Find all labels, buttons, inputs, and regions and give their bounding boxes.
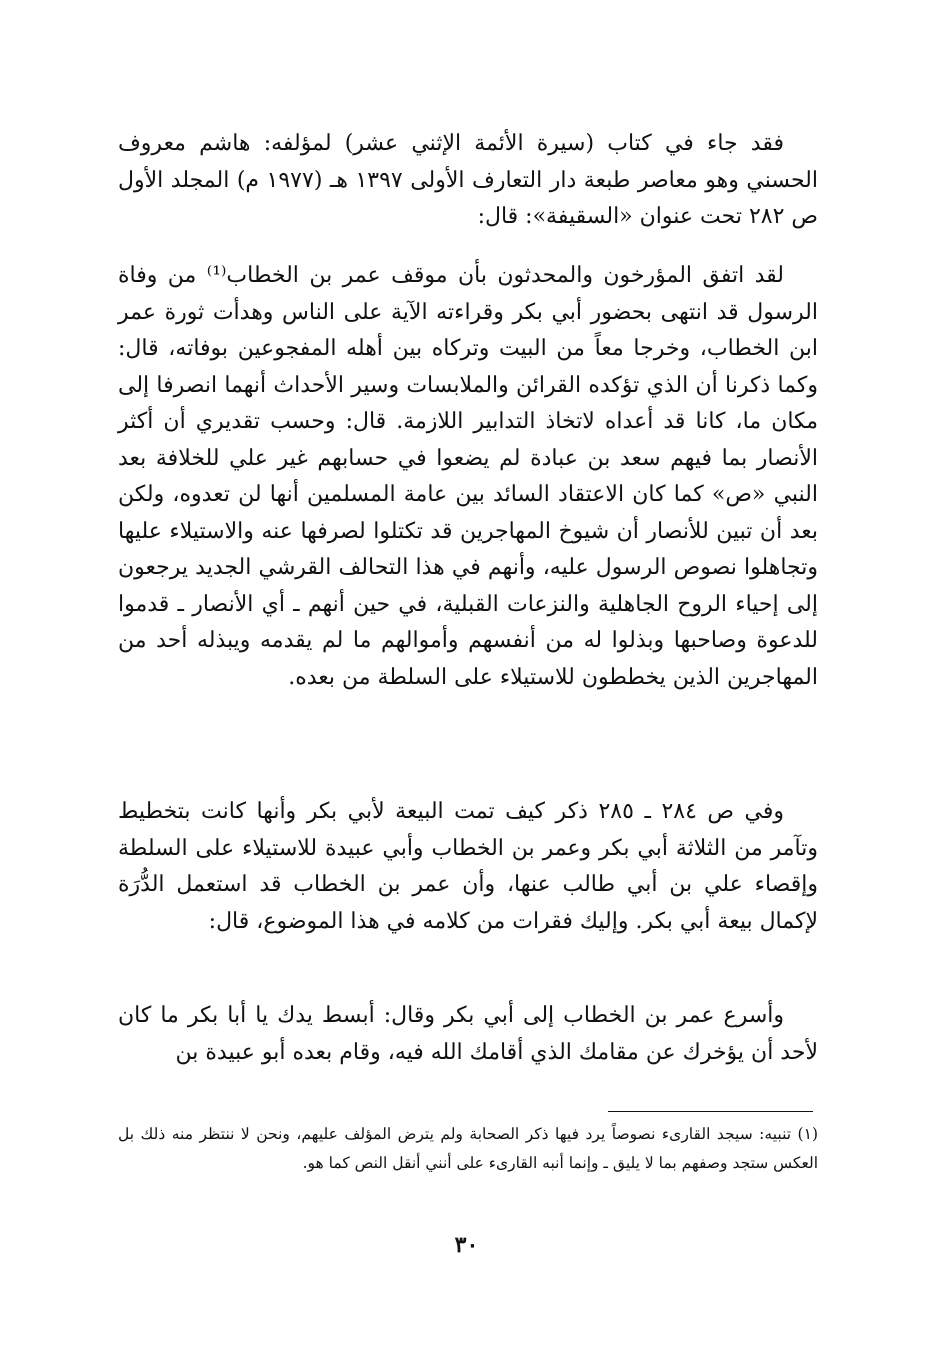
footnote-divider xyxy=(608,1111,813,1112)
paragraph-text: وفي ص ٢٨٤ ـ ٢٨٥ ذكر كيف تمت البيعة لأبي بكر وأنها كانت بتخطيط وتآمر من الثلاثة أبي بكر وعمر بن الخطاب وأبي عبيدة للاستيلاء على السلطة وإقصاء علي بن أبي طالب عنها، وأن عمر بن الخطاب قد استعمل الدُّرَة لإكمال بيعة أبي بكر. وإليك فقرات من كلامه في هذا الموضوع، قال: xyxy=(118,799,818,934)
page-number: ٣٠ xyxy=(454,1232,479,1258)
paragraph-continuation xyxy=(118,998,818,1071)
paragraph-intro xyxy=(118,126,818,236)
footnote: (١) تنبيه: سيجد القارىء نصوصاً يرد فيها ذكر الصحابة ولم يترض المؤلف عليهم، ونحن لا ننتظر منه ذلك بل العكس ستجد وصفهم بما لا يليق ـ وإنما أنبه القارىء على أنني أنقل النص كما هو. xyxy=(118,1125,818,1172)
paragraph-text: وأسرع عمر بن الخطاب إلى أبي بكر وقال: أبسط يدك يا أبا بكر ما كان لأحد أن يؤخرك عن مقامك الذي أقامك الله فيه، وقام بعده أبو عبيدة بن xyxy=(118,1003,818,1065)
paragraph-quote xyxy=(118,258,818,696)
paragraph-bay-ah xyxy=(118,794,818,940)
paragraph-text: فقد جاء في كتاب (سيرة الأئمة الإثني عشر) لمؤلفه: هاشم معروف الحسني وهو معاصر طبعة دار التعارف الأولى ١٣٩٧ هـ (١٩٧٧ م) المجلد الأول ص ٢٨٢ تحت عنوان «السقيفة»: قال: xyxy=(118,131,818,229)
paragraph-text: لقد اتفق المؤرخون والمحدثون بأن موقف عمر بن الخطاب⁽¹⁾ من وفاة الرسول قد انتهى بحضور أبي بكر وقراءته الآية على الناس وهدأت ثورة عمر ابن الخطاب، وخرجا معاً من البيت وتركاه بين أهله المفجوعين بوفاته، قال: وكما ذكرنا أن الذي تؤكده القرائن والملابسات وسير الأحداث أنهما انصرفا إلى مكان ما، كانا قد أعداه لاتخاذ التدابير اللازمة. قال: وحسب تقديري أن أكثر الأنصار بما فيهم سعد بن عبادة لم يضعوا في حسابهم غير علي للخلافة بعد النبي «ص» كما كان الاعتقاد السائد بين عامة المسلمين أنها لن تعدوه، ولكن بعد أن تبين للأنصار أن شيوخ المهاجرين قد تكتلوا لصرفها عنه والاستيلاء عليها وتجاهلوا نصوص الرسول عليه، وأنهم في هذا التحالف القرشي الجديد يرجعون إلى إحياء الروح الجاهلية والنزعات القبلية، في حين أنهم ـ أي الأنصار ـ قدموا للدعوة وصاحبها وبذلوا له من أنفسهم وأموالهم ما لم يقدمه ويبذله أحد من المهاجرين الذين يخططون للاستيلاء على السلطة من بعده. xyxy=(118,263,818,690)
